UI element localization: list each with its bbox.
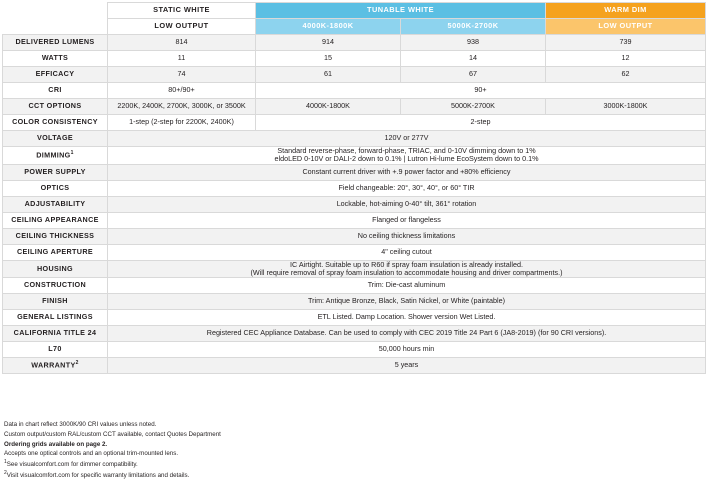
table-cell: 80+/90+ — [108, 83, 256, 99]
row-label: VOLTAGE — [3, 131, 108, 147]
table-row — [3, 228, 706, 244]
footnote-line: $^2$Visit visualcomfort.com for specific warranty limitations and details. — [4, 470, 190, 480]
table-row — [3, 164, 706, 180]
footnote-marker: 2 — [75, 360, 79, 367]
footnote-line: Accepts one optical controls and an optional trim-mounted lens. — [4, 450, 179, 458]
table-row — [3, 358, 706, 374]
table-cell: 12 — [546, 51, 706, 67]
row-label: HOUSING — [3, 260, 108, 278]
row-label: EFFICACY — [3, 67, 108, 83]
footnote-marker: 1 — [70, 149, 74, 156]
spec-sheet — [0, 2, 707, 483]
table-row — [3, 212, 706, 228]
row-label: ADJUSTABILITY — [3, 196, 108, 212]
table-cell: 2-step — [256, 115, 706, 131]
table-cell: Lockable, hot-aiming 0-40° tilt, 361° rotation — [108, 196, 706, 212]
row-label: DIMMING$^1$ — [3, 147, 108, 165]
footnote-line: Ordering grids available on page 2. — [4, 440, 108, 448]
header-tunable-white: TUNABLE WHITE — [256, 3, 546, 19]
table-row — [3, 326, 706, 342]
table-cell: Flanged or flangeless — [108, 212, 706, 228]
table-row — [3, 115, 706, 131]
table-cell: No ceiling thickness limitations — [108, 228, 706, 244]
footnotes — [4, 420, 694, 481]
table-cell: IC Airtight. Suitable up to R60 if spray foam insulation is already installed. (Will require removal of spray foam insulation to accommodate housing and driver compartments.) — [108, 260, 706, 278]
footnote-line: $^1$See visualcomfort.com for dimmer compatibility. — [4, 459, 138, 469]
table-row — [3, 147, 706, 165]
header-static-white-sub: LOW OUTPUT — [108, 19, 256, 35]
header-sub-row — [3, 19, 706, 35]
header-corner-cell — [3, 3, 108, 19]
row-label: CEILING APERTURE — [3, 244, 108, 260]
table-row — [3, 99, 706, 115]
row-label: COLOR CONSISTENCY — [3, 115, 108, 131]
header-warm-dim: WARM DIM — [546, 3, 706, 19]
footnote-marker: 1 — [4, 459, 7, 466]
row-label: CONSTRUCTION — [3, 278, 108, 294]
table-cell: 90+ — [256, 83, 706, 99]
table-cell: 62 — [546, 67, 706, 83]
header-tunable-white-sub-right: 5000K-2700K — [401, 19, 546, 35]
table-cell: Constant current driver with +.9 power factor and +80% efficiency — [108, 164, 706, 180]
row-label: L70 — [3, 342, 108, 358]
table-cell: 1-step (2-step for 2200K, 2400K) — [108, 115, 256, 131]
table-cell: 11 — [108, 51, 256, 67]
table-cell: 67 — [401, 67, 546, 83]
table-cell: 14 — [401, 51, 546, 67]
header-sub-corner-cell — [3, 19, 108, 35]
table-cell: 5000K-2700K — [401, 99, 546, 115]
header-static-white: STATIC WHITE — [108, 3, 256, 19]
table-cell: 4" ceiling cutout — [108, 244, 706, 260]
table-cell: 2200K, 2400K, 2700K, 3000K, or 3500K — [108, 99, 256, 115]
table-cell: 938 — [401, 35, 546, 51]
row-label: GENERAL LISTINGS — [3, 310, 108, 326]
table-cell: 739 — [546, 35, 706, 51]
specification-table — [2, 2, 706, 374]
table-row — [3, 294, 706, 310]
table-row — [3, 342, 706, 358]
row-label: CALIFORNIA TITLE 24 — [3, 326, 108, 342]
table-cell: 120V or 277V — [108, 131, 706, 147]
table-row — [3, 310, 706, 326]
table-row — [3, 180, 706, 196]
row-label: CCT OPTIONS — [3, 99, 108, 115]
row-label: CEILING THICKNESS — [3, 228, 108, 244]
row-label: CRI — [3, 83, 108, 99]
table-body — [3, 3, 706, 374]
row-label: POWER SUPPLY — [3, 164, 108, 180]
table-cell: 4000K-1800K — [256, 99, 401, 115]
table-cell: 15 — [256, 51, 401, 67]
table-cell: 61 — [256, 67, 401, 83]
table-row — [3, 67, 706, 83]
footnote-line: Data in chart reflect 3000K/90 CRI values unless noted. — [4, 421, 157, 428]
row-label: OPTICS — [3, 180, 108, 196]
row-label: FINISH — [3, 294, 108, 310]
table-cell: 5 years — [108, 358, 706, 374]
table-cell: 50,000 hours min — [108, 342, 706, 358]
table-cell: Field changeable: 20°, 30°, 40°, or 60° TIR — [108, 180, 706, 196]
table-cell: 814 — [108, 35, 256, 51]
table-row — [3, 83, 706, 99]
table-cell: 3000K-1800K — [546, 99, 706, 115]
header-warm-dim-sub: LOW OUTPUT — [546, 19, 706, 35]
table-row — [3, 196, 706, 212]
table-cell: ETL Listed. Damp Location. Shower version Wet Listed. — [108, 310, 706, 326]
table-cell: Standard reverse-phase, forward-phase, TRIAC, and 0-10V dimming down to 1% eldoLED 0-10V or DALI-2 down to 0.1% | Lutron Hi-lume EcoSystem down to 0.1% — [108, 147, 706, 165]
table-cell: 914 — [256, 35, 401, 51]
table-cell: 74 — [108, 67, 256, 83]
table-row — [3, 244, 706, 260]
row-label: WATTS — [3, 51, 108, 67]
footnote-marker: 2 — [4, 470, 7, 477]
header-tunable-white-sub-left: 4000K-1800K — [256, 19, 401, 35]
row-label: DELIVERED LUMENS — [3, 35, 108, 51]
table-cell: Trim: Die-cast aluminum — [108, 278, 706, 294]
table-row — [3, 131, 706, 147]
table-row — [3, 35, 706, 51]
table-row — [3, 51, 706, 67]
header-group-row — [3, 3, 706, 19]
row-label: WARRANTY$^2$ — [3, 358, 108, 374]
table-row — [3, 278, 706, 294]
footnote-line: Custom output/custom RAL/custom CCT available, contact Quotes Department — [4, 430, 221, 438]
table-row — [3, 260, 706, 278]
table-cell: Registered CEC Appliance Database. Can be used to comply with CEC 2019 Title 24 Part 6 (JA8-2019) (for 90 CRI versions). — [108, 326, 706, 342]
table-cell: Trim: Antique Bronze, Black, Satin Nickel, or White (paintable) — [108, 294, 706, 310]
row-label: CEILING APPEARANCE — [3, 212, 108, 228]
